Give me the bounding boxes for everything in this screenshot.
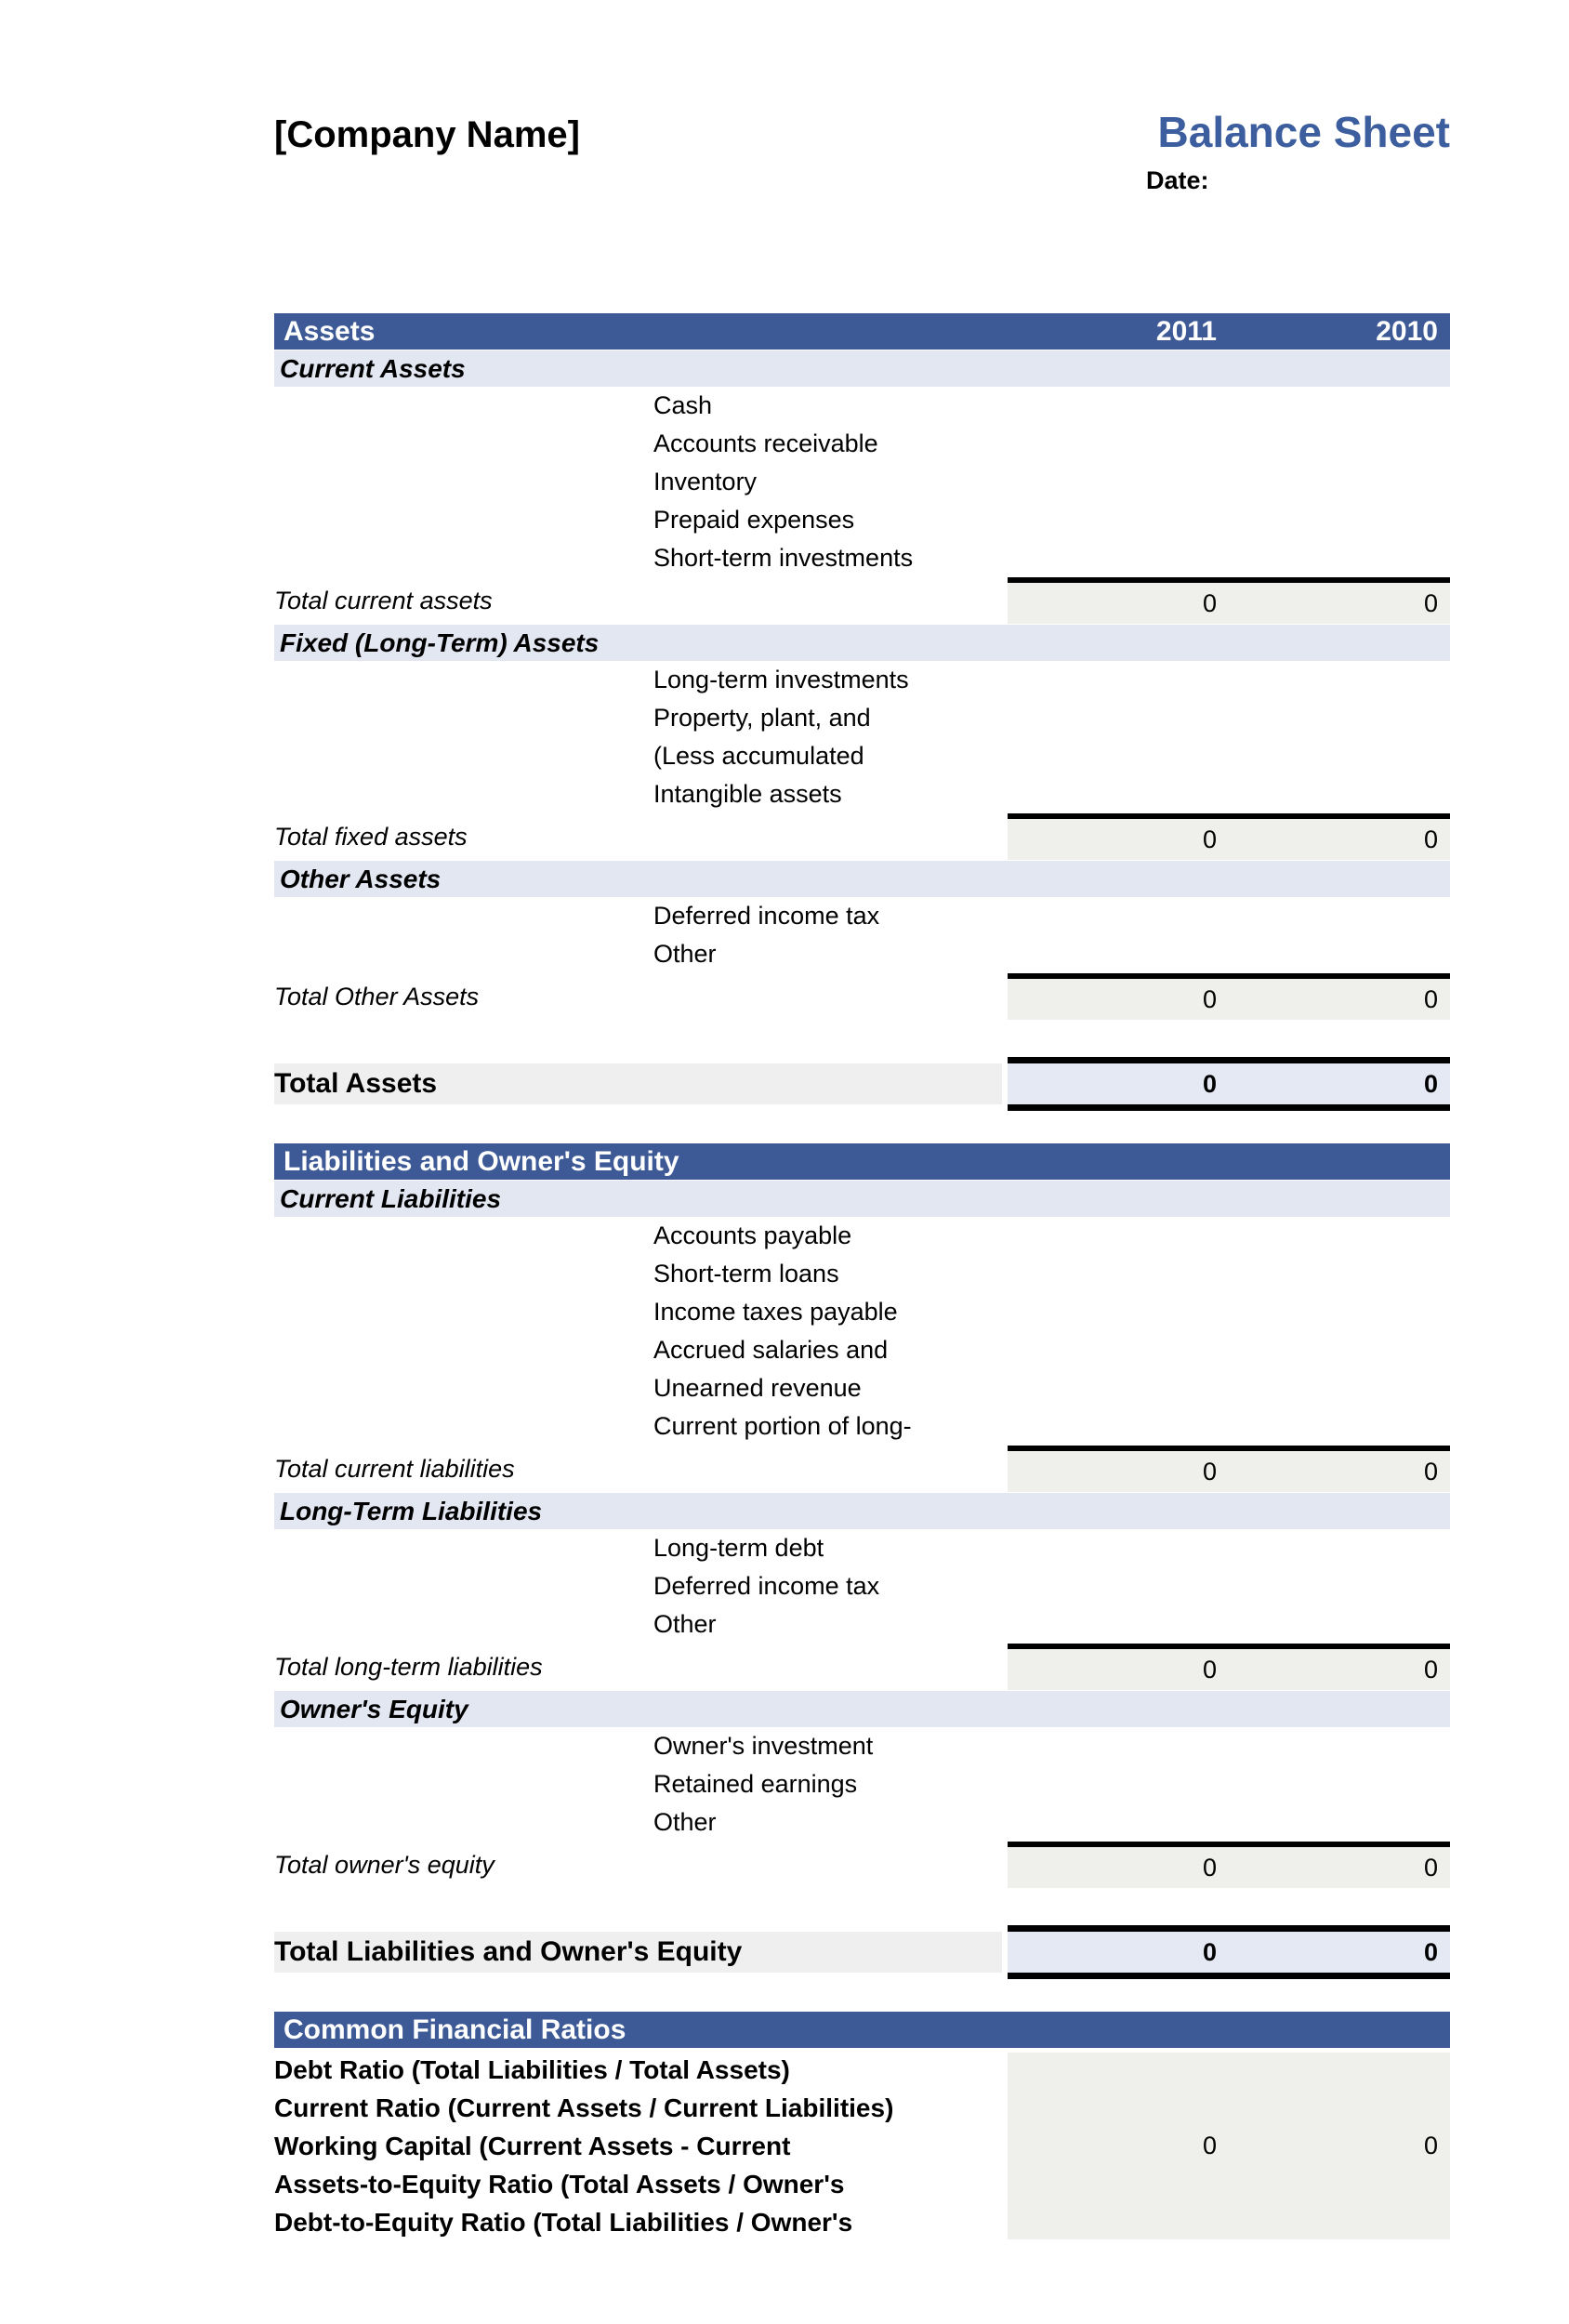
subsection-long-term-liabilities (274, 1493, 1450, 1529)
value-2010-cell[interactable]: 0 (1423, 1069, 1438, 1098)
total-values (1008, 973, 1450, 1020)
ratios-body (274, 2051, 1450, 2241)
value-2010-cell[interactable]: 0 (1423, 1937, 1438, 1966)
total-current-assets-row (274, 577, 1450, 624)
subsection-title: Owner's Equity (280, 1694, 468, 1723)
value-2011-cell[interactable]: 0 (1202, 825, 1217, 853)
line-item (274, 897, 1450, 935)
ratio-label: Working Capital (Current Assets - Current (274, 2131, 791, 2160)
value-2011-cell[interactable]: 0 (1202, 588, 1217, 617)
grand-total-values (1008, 1925, 1450, 1979)
total-long-term-liabilities-row (274, 1644, 1450, 1690)
value-2011-cell[interactable]: 0 (1202, 1457, 1217, 1486)
line-item-label: Current portion of long- (653, 1412, 912, 1440)
line-item-label: Deferred income tax (653, 902, 880, 930)
line-item (274, 775, 1450, 813)
value-2010-cell[interactable]: 0 (1423, 1853, 1438, 1882)
line-item (274, 1331, 1450, 1369)
line-item (274, 699, 1450, 737)
total-values (1008, 577, 1450, 624)
grand-total-label: Total Liabilities and Owner's Equity (274, 1932, 1002, 1973)
line-item (274, 463, 1450, 501)
subsection-title: Current Liabilities (280, 1183, 502, 1213)
total-values (1008, 813, 1450, 860)
line-item (274, 387, 1450, 425)
value-2010-cell[interactable]: 0 (1423, 825, 1438, 853)
line-item (274, 1293, 1450, 1331)
line-item-label: Short-term loans (653, 1260, 839, 1287)
value-2011-cell[interactable]: 0 (1202, 984, 1217, 1013)
line-item-label: Income taxes payable (653, 1298, 898, 1326)
value-2010-cell[interactable]: 0 (1423, 1655, 1438, 1684)
value-2010-cell[interactable]: 0 (1423, 2132, 1438, 2159)
line-item (274, 1803, 1450, 1842)
value-2010-cell[interactable]: 0 (1423, 1457, 1438, 1486)
total-label: Total current liabilities (274, 1454, 515, 1483)
line-item (274, 1765, 1450, 1803)
total-label: Total fixed assets (274, 822, 468, 851)
column-header-2011: 2011 (1155, 315, 1217, 347)
line-item-label: Accounts payable (653, 1221, 852, 1249)
total-values (1008, 1842, 1450, 1888)
line-item-label: Inventory (653, 468, 758, 495)
total-values (1008, 1446, 1450, 1492)
subsection-fixed-assets (274, 625, 1450, 661)
grand-total-values (1008, 1057, 1450, 1111)
line-item (274, 539, 1450, 577)
company-name-placeholder[interactable]: [Company Name] (274, 114, 580, 155)
subsection-current-liabilities (274, 1181, 1450, 1217)
document-title: Balance Sheet (1157, 108, 1450, 156)
subsection-current-assets (274, 350, 1450, 387)
total-label: Total owner's equity (274, 1850, 494, 1879)
balance-sheet-document (274, 107, 1450, 2241)
line-item-label: Long-term debt (653, 1534, 824, 1562)
liabilities-section-title: Liabilities and Owner's Equity (283, 1145, 679, 1177)
line-item-label: (Less accumulated (653, 742, 864, 770)
line-item (274, 1407, 1450, 1446)
line-item-label: Intangible assets (653, 780, 842, 808)
assets-section-header (274, 313, 1450, 350)
assets-section-title: Assets (283, 315, 376, 347)
value-2011-cell[interactable]: 0 (1202, 1937, 1217, 1966)
ratios-section-title: Common Financial Ratios (283, 2014, 626, 2045)
total-liabilities-equity-row (274, 1925, 1450, 1979)
subsection-title: Other Assets (280, 864, 442, 893)
line-item-label: Property, plant, and (653, 704, 871, 732)
line-item (274, 1217, 1450, 1255)
line-item-label: Other (653, 1610, 717, 1638)
line-item-label: Owner's investment (653, 1732, 874, 1760)
line-item-label: Accrued salaries and (653, 1336, 889, 1364)
total-current-liabilities-row (274, 1446, 1450, 1492)
line-item (274, 661, 1450, 699)
ratios-values (1008, 2053, 1450, 2239)
line-item (274, 501, 1450, 539)
line-item (274, 1605, 1450, 1644)
total-assets-row (274, 1057, 1450, 1111)
value-2011-cell[interactable]: 0 (1202, 1069, 1217, 1098)
total-owners-equity-row (274, 1842, 1450, 1888)
ratio-label: Debt Ratio (Total Liabilities / Total Assets) (274, 2054, 790, 2084)
value-2011-cell[interactable]: 0 (1202, 2132, 1217, 2159)
subsection-other-assets (274, 861, 1450, 897)
subsection-title: Fixed (Long-Term) Assets (280, 627, 600, 657)
grand-total-label: Total Assets (274, 1063, 1002, 1104)
total-label: Total Other Assets (274, 982, 480, 1010)
column-header-2010: 2010 (1376, 315, 1438, 347)
ratios-section-header (274, 2012, 1450, 2048)
line-item (274, 1529, 1450, 1567)
line-item (274, 425, 1450, 463)
line-item-label: Other (653, 1808, 717, 1836)
line-item-label: Cash (653, 391, 713, 419)
document-header (274, 107, 1450, 155)
line-item (274, 1369, 1450, 1407)
line-item-label: Short-term investments (653, 544, 914, 572)
total-label: Total long-term liabilities (274, 1652, 543, 1681)
value-2011-cell[interactable]: 0 (1202, 1853, 1217, 1882)
date-label: Date: (1146, 166, 1209, 194)
ratio-label: Debt-to-Equity Ratio (Total Liabilities / Owner's (274, 2207, 853, 2237)
line-item-label: Unearned revenue (653, 1374, 862, 1402)
date-row (274, 166, 1450, 195)
total-values (1008, 1644, 1450, 1690)
liabilities-section-header (274, 1143, 1450, 1180)
line-item (274, 1255, 1450, 1293)
subsection-title: Long-Term Liabilities (280, 1496, 543, 1525)
subsection-title: Current Assets (280, 353, 466, 383)
line-item (274, 1567, 1450, 1605)
value-2010-cell[interactable]: 0 (1423, 588, 1438, 617)
line-item-label: Other (653, 940, 717, 968)
value-2011-cell[interactable]: 0 (1202, 1655, 1217, 1684)
line-item-label: Long-term investments (653, 666, 909, 693)
subsection-owners-equity (274, 1691, 1450, 1727)
ratio-label: Current Ratio (Current Assets / Current Liabilities) (274, 2093, 894, 2122)
value-2010-cell[interactable]: 0 (1423, 984, 1438, 1013)
line-item-label: Retained earnings (653, 1770, 858, 1798)
ratio-label: Assets-to-Equity Ratio (Total Assets / Owner's (274, 2169, 845, 2199)
total-label: Total current assets (274, 586, 493, 614)
line-item (274, 935, 1450, 973)
total-other-assets-row (274, 973, 1450, 1020)
total-fixed-assets-row (274, 813, 1450, 860)
line-item (274, 737, 1450, 775)
line-item (274, 1727, 1450, 1765)
line-item-label: Deferred income tax (653, 1572, 880, 1600)
line-item-label: Accounts receivable (653, 429, 878, 457)
line-item-label: Prepaid expenses (653, 506, 855, 534)
